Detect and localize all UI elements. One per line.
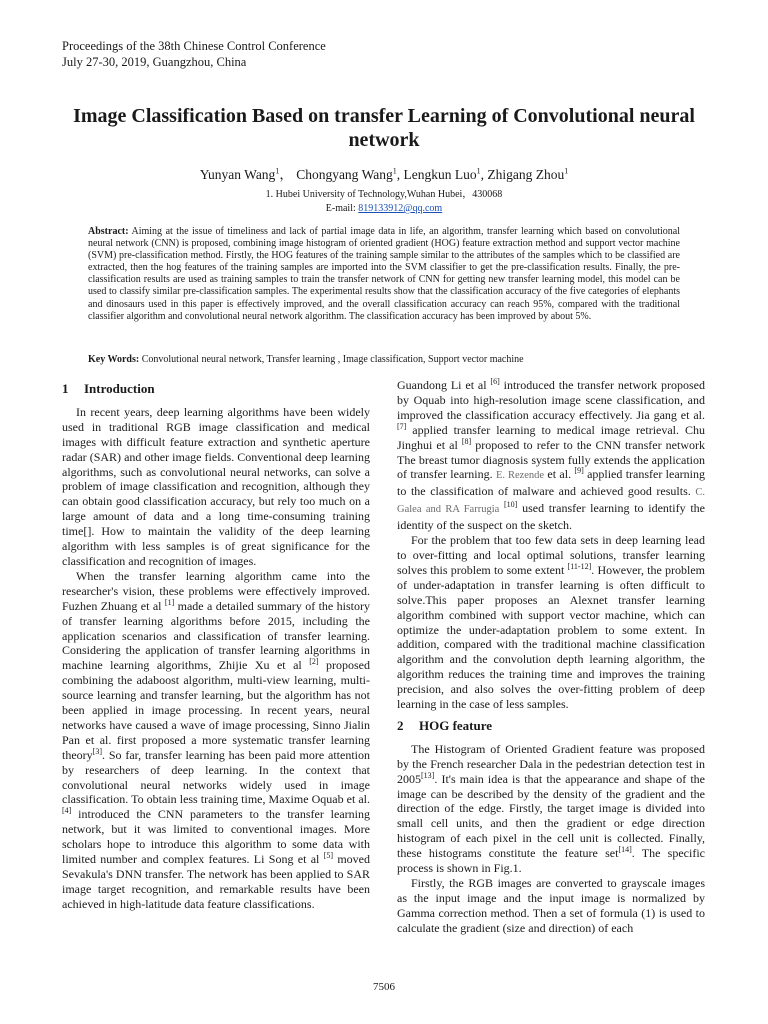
- citation: [1]: [164, 597, 175, 607]
- keywords-text: Convolutional neural network, Transfer learning , Image classification, Support vector machine: [139, 354, 524, 365]
- citation: [11-12]: [567, 561, 592, 571]
- paper-title: Image Classification Based on transfer Learning of Convolutional neural network: [73, 105, 695, 151]
- email-line: E-mail: 819133912@qq.com: [325, 203, 443, 214]
- citation: [5]: [323, 851, 334, 861]
- conference-name: Proceedings of the 38th Chinese Control Conference: [62, 39, 326, 53]
- author-name: Zhigang Zhou: [487, 167, 565, 182]
- author-reference: E. Rezende: [495, 470, 545, 482]
- email-link[interactable]: 819133912@qq.com: [358, 203, 443, 214]
- abstract-label: Abstract:: [88, 226, 129, 237]
- affiliation: [60, 188, 708, 216]
- section-heading-introduction: 1 Introduction: [62, 381, 155, 396]
- paragraph: Firstly, the RGB images are converted to grayscale images as the input image and the input image is normalized by Gamma correction method. Then a set of formula (1) is used to calculate the gradient (size and direction) of each: [397, 876, 705, 935]
- author-name: Yunyan Wang: [199, 167, 276, 182]
- citation: [10]: [504, 500, 518, 510]
- conference-date: July 27-30, 2019, Guangzhou, China: [62, 55, 247, 69]
- section-heading-hog-feature: 2 HOG feature: [397, 717, 493, 733]
- citation: [7]: [397, 421, 407, 431]
- citation: [2]: [309, 657, 319, 667]
- paragraph: For the problem that too few data sets in deep learning lead to over-fitting and local optimal solutions, transfer learning solves this problem to some extent [11-12]. However, the problem of under-adaptation in transfer learning is often difficult to solve.This paper proposes an Alexnet transfer learning algorithm combined with support vector machine, which can optimize the under-adaptation problem to some extent. In addition, compared with the traditional machine classification algorithm and the convolution depth learning algorithm, the algorithm reduces the training time and improves the training precision, and also solves the over-fitting problem of deep learning in the case of less samples.: [397, 533, 705, 712]
- author-name: Lengkun Luo: [403, 167, 477, 182]
- citation: [9]: [574, 466, 584, 476]
- keywords-label: Key Words:: [88, 354, 140, 365]
- citation: [8]: [461, 436, 472, 446]
- citation: [14]: [618, 845, 632, 855]
- left-column: [62, 378, 370, 912]
- paragraph: Guandong Li et al [6] introduced the transfer network proposed by Oquab into high-resolution image scene classification, and improved the classification accuracy effectively. Jia gang et al. [7] applied transfer learning to medical image retrieval. Chu Jinghui et al [8] proposed to refer to the CNN transfer network The breast tumor diagnosis system fully extends the application of transfer learning. E. Rezende et al. [9] applied transfer learning to the classification of malware and achieved good results. C. Galea and RA Farrugia [10] used transfer learning to identify the identity of the suspect on the sketch.: [397, 377, 705, 533]
- paragraph: The Histogram of Oriented Gradient feature was proposed by the French researcher Dala in the pedestrian detection test in 2005[13]. It's main idea is that the appearance and shape of the image can be described by the density of the gradient and the direction of the edge. Firstly, the target image is divided into small cell units, and then the gradient or edge direction histogram of each pixel in the cell unit is collected. Finally, these histograms constitute the feature set[14]. The specific process is shown in Fig.1.: [397, 741, 705, 876]
- keywords: [88, 354, 680, 366]
- author-list: Yunyan Wang$^1$， Chongyang Wang$^1$, Lengkun Luo$^1$, Zhigang Zhou$^1$: [199, 166, 569, 182]
- conference-header: [62, 38, 326, 70]
- citation: [4]: [62, 806, 72, 816]
- abstract: [88, 226, 680, 323]
- page-number: 7506: [373, 981, 395, 993]
- paragraph: In recent years, deep learning algorithms have been widely used in traditional RGB image classification and medical images with difficult feature extraction and synthetic aperture radar (SAR) and other image fields. Conventional deep learning algorithms, such as convolutional neural networks, can solve a problem of image classification and recognition, although they can obtain good classification accuracy, but rely too much on a large amount of data and a long time-consuming training time[]. How to maintain the validity of the deep learning algorithm with less samples is of great significance for the classification and recognition of images.: [62, 404, 370, 568]
- paragraph: When the transfer learning algorithm came into the researcher's vision, these problems were effectively improved. Fuzhen Zhuang et al [1] made a detailed summary of the history of transfer learning algorithms before 2015, including the application scenarios and classification of transfer learning. Considering the application of transfer learning algorithms in machine learning algorithms, Zhijie Xu et al [2] proposed combining the adaboost algorithm, multi-view learning, multi-source learning and transfer learning, but the algorithm has not been applied in image processing. In recent years, neural networks have caused a wave of image processing, Sinno Jialin Pan et al. first proposed a more systematic transfer learning theory[3]. So far, transfer learning has been paid more attention by researchers of deep learning. In the context that convolutional neural networks widely used in image classification. To obtain less training time, Maxime Oquab et al. [4] introduced the CNN parameters to the transfer learning network, but it was limited to conventional images. More scholars hope to introduce this algorithm to some data with limited number and complex features. Li Song et al [5] moved Sevakula's DNN transfer. The network has been applied to SAR image target recognition, and remarkable results have been achieved in high-latitude data feature classifications.: [62, 568, 370, 911]
- citation: [6]: [490, 377, 500, 386]
- right-column: [397, 378, 705, 936]
- author-name: Chongyang Wang: [296, 167, 393, 182]
- author-reference: C. Galea and RA Farrugia: [397, 487, 705, 516]
- citation: [13]: [421, 770, 435, 780]
- abstract-text: Aiming at the issue of timeliness and lack of partial image data in life, an algorithm, transfer learning which based on convolutional neural network (CNN) is proposed, combining image histogram of oriented gradient (HOG) feature extraction method and support vector machine (SVM) pre-classification method. Firstly, the HOG features of the training sample similar to the attributes of the samples which to be classified are extracted, then the hog features of the training samples are imported into the SVM classifier to get the pre-classification results. Finally, the pre-classification results are used as training samples to train the transfer network of CNN for getting new transfer learning model, this model can be used to classify similar pre-classification samples. The experimental results show that the classification accuracy of the five categories of elephants and dinosaurs used in this paper is effectively improved, and the overall classification accuracy can reach 95%, compared with the traditional classifier algorithm and convolutional neural network algorithm. The classification accuracy has been improved by about 5%.: [88, 226, 680, 322]
- affiliation-line: 1. Hubei University of Technology,Wuhan Hubei，430068: [265, 189, 503, 200]
- citation: [3]: [92, 746, 102, 756]
